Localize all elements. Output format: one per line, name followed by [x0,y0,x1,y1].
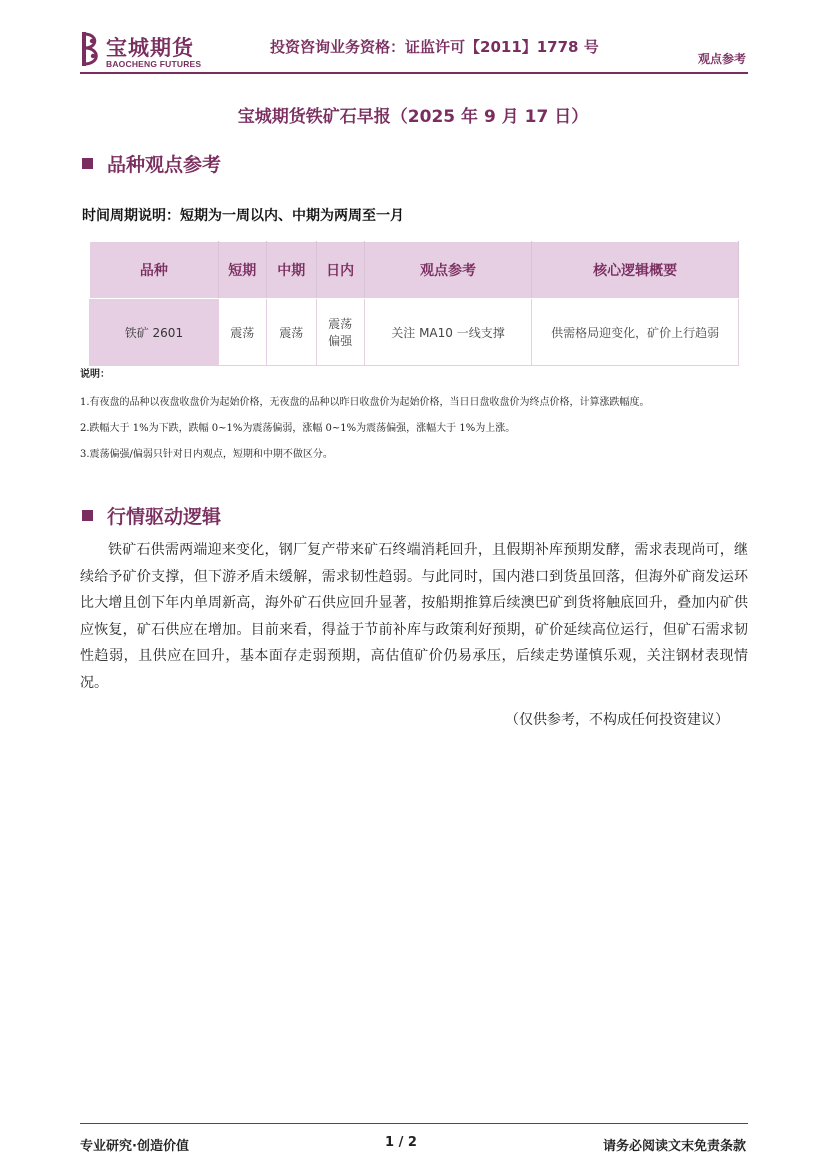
section-heading-text: 行情驱动逻辑 [107,506,222,528]
page-header [0,0,826,75]
views-table [89,241,739,366]
table-header-cell: 品种 [90,242,219,299]
note-item: 3.震荡偏强/偏弱只针对日内观点，短期和中期不做区分。 [80,449,333,460]
table-header-cell: 短期 [218,242,266,299]
table-header-cell: 中期 [266,242,316,299]
table-row [90,299,739,366]
section-heading-views [82,150,221,177]
period-note: 时间周期说明：短期为一周以内、中期为两周至一月 [82,208,404,224]
table-cell-mid-term: 震荡 [266,299,316,366]
table-cell-short-term: 震荡 [218,299,266,366]
analysis-paragraph: 铁矿石供需两端迎来变化，钢厂复产带来矿石终端消耗回升，且假期补库预期发酵，需求表现尚可，继续给予矿价支撑，但下游矛盾未缓解，需求韧性趋弱。与此同时，国内港口到货虽回落，但海外矿商发运环比大增且创下年内单周新高，海外矿石供应回升显著，按船期推算后续澳巴矿到货将触底回升，叠加内矿供应恢复，矿石供应在增加。目前来看，得益于节前补库与政策利好预期，矿价延续高位运行，但矿石需求韧性趋弱，且供应在回升，基本面存走弱预期，高估值矿价仍易承压，后续走势谨慎乐观，关注钢材表现情况。 [80,542,748,691]
disclaimer-text: （仅供参考，不构成任何投资建议） [505,712,729,728]
company-logo [80,30,210,72]
license-text: 投资咨询业务资格：证监许可【2011】1778 号 [270,38,599,56]
notes-label: 说明： [80,369,110,380]
section-bullet-icon [82,510,93,521]
section-bullet-icon [82,158,93,169]
note-item: 1.有夜盘的品种以夜盘收盘价为起始价格，无夜盘的品种以昨日收盘价为起始价格，当日日盘收盘价为终点价格，计算涨跌幅度。 [80,397,650,408]
table-header-cell: 核心逻辑概要 [532,242,739,299]
notes-block [80,367,745,463]
logo-english-name: BAOCHENG FUTURES [106,59,202,69]
table-cell-intraday: 震荡偏强 [316,299,364,366]
footer-slogan: 专业研究·创造价值 [80,1139,189,1154]
logo-mark-icon [80,30,102,68]
table-header-cell: 日内 [316,242,364,299]
note-item: 2.跌幅大于 1%为下跌，跌幅 0~1%为震荡偏弱，涨幅 0~1%为震荡偏强，涨幅大于 1%为上涨。 [80,423,516,434]
footer-disclaimer-link: 请务必阅读文末免责条款 [602,1139,746,1154]
section-heading-drivers [82,502,221,529]
section-heading-text: 品种观点参考 [107,154,222,176]
table-header-row [90,242,739,299]
report-title: 宝城期货铁矿石早报（2025 年 9 月 17 日） [237,107,589,127]
logo-chinese-name: 宝城期货 [106,36,194,60]
header-tag: 观点参考 [697,52,746,66]
header-divider [80,72,748,74]
table-cell-logic: 供需格局迎变化，矿价上行趋弱 [532,299,739,366]
table-header-cell: 观点参考 [364,242,532,299]
table-cell-view: 关注 MA10 一线支撑 [364,299,532,366]
footer-divider [80,1123,748,1124]
table-cell-variety: 铁矿 2601 [90,299,219,366]
page-number: 1 / 2 [385,1135,417,1150]
